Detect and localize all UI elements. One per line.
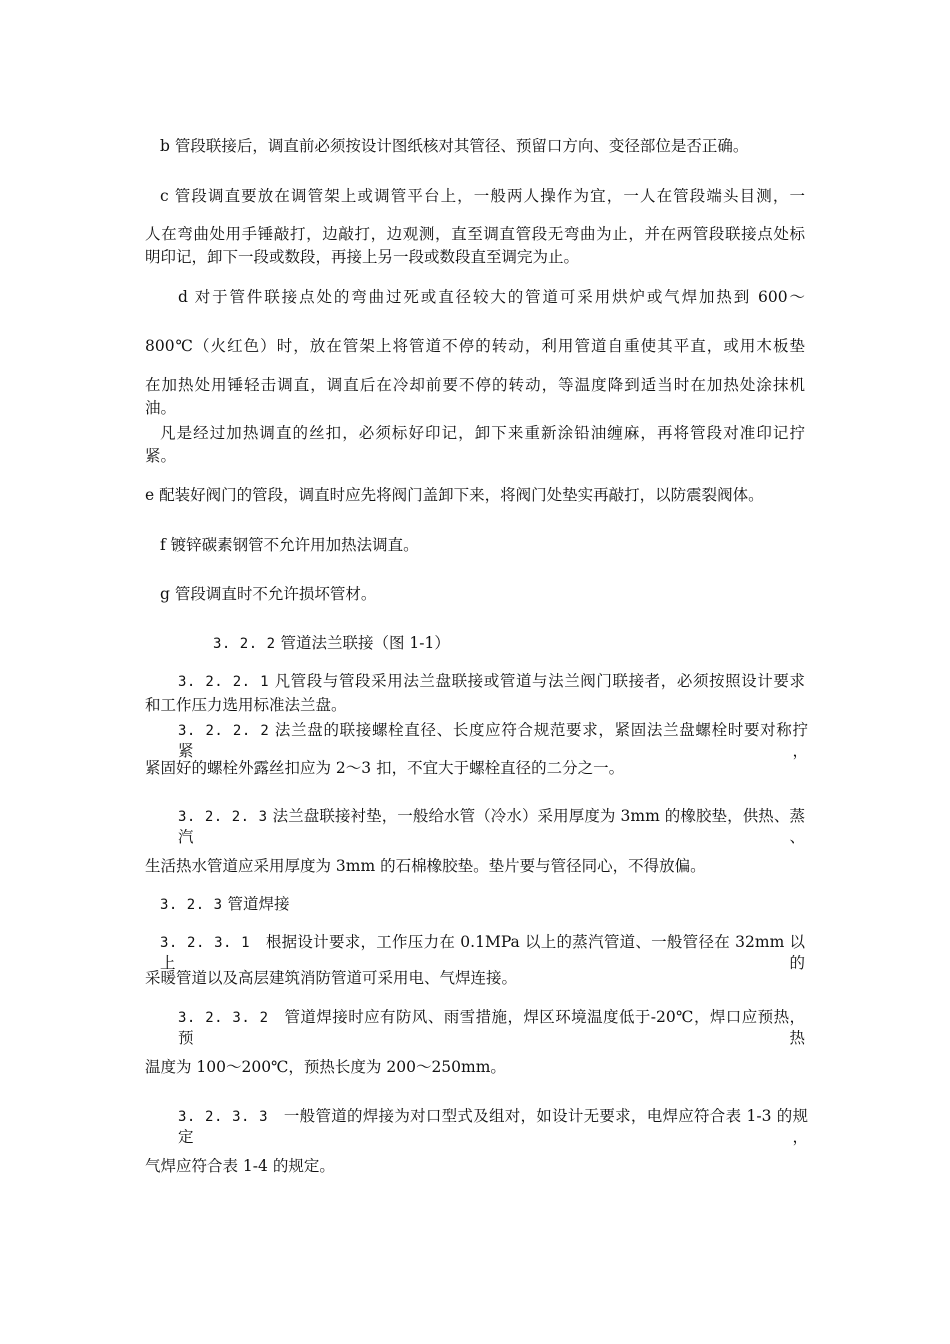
section-number: 3. 2. 2. 2 (178, 723, 270, 739)
paragraph-d-line-4: 油。 (145, 399, 177, 417)
paragraph-c-line-1: c 管段调直要放在调管架上或调管平台上，一般两人操作为宜，一人在管段端头目测，一 (160, 187, 805, 205)
paragraph-3-2-3-2-line-1 (178, 1007, 805, 1048)
paragraph-text: 法兰盘联接衬垫，一般给水管（冷水）采用厚度为 3mm 的橡胶垫，供热、蒸汽、 (178, 807, 805, 846)
paragraph-text: 法兰盘的联接螺栓直径、长度应符合规范要求，紧固法兰盘螺栓时要对称拧紧， (178, 721, 808, 760)
heading-3-2-3 (160, 894, 289, 915)
section-number: 3. 2. 3. 1 (160, 935, 251, 951)
paragraph-text: 管道焊接时应有防风、雨雪措施，焊区环境温度低于-20℃，焊口应预热，预热 (178, 1008, 805, 1047)
paragraph-3-2-3-1-line-1 (160, 932, 805, 973)
paragraph-3-2-2-1-line-2: 和工作压力选用标准法兰盘。 (145, 696, 347, 714)
paragraph-3-2-3-3-line-2: 气焊应符合表 1-4 的规定。 (145, 1157, 335, 1175)
paragraph-d-line-2: 800℃（火红色）时，放在管架上将管道不停的转动，利用管道自重使其平直，或用木板垫 (145, 337, 805, 355)
paragraph-3-2-2-3-line-1 (178, 806, 805, 847)
section-number: 3. 2. 3. 3 (178, 1109, 269, 1125)
paragraph-3-2-3-2-line-2: 温度为 100～200℃，预热长度为 200～250mm。 (145, 1058, 506, 1076)
heading-3-2-2 (213, 633, 450, 654)
paragraph-heating-line-1: 凡是经过加热调直的丝扣，必须标好印记，卸下来重新涂铅油缠麻，再将管段对准印记拧 (160, 424, 805, 442)
heading-text: 管道法兰联接（图 1-1） (280, 634, 450, 652)
heading-text: 管道焊接 (227, 895, 290, 913)
paragraph-f: f 镀锌碳素钢管不允许用加热法调直。 (160, 536, 419, 554)
paragraph-3-2-3-1-line-2: 采暖管道以及高层建筑消防管道可采用电、气焊连接。 (145, 969, 518, 987)
paragraph-c-line-3: 明印记，卸下一段或数段，再接上另一段或数段直至调完为止。 (145, 248, 580, 266)
paragraph-3-2-2-2-line-1 (178, 720, 808, 761)
paragraph-3-2-2-1-line-1 (178, 671, 805, 692)
paragraph-text: 根据设计要求，工作压力在 0.1MPa 以上的蒸汽管道、一般管径在 32mm 以上的 (160, 933, 806, 972)
paragraph-d-line-3: 在加热处用锤轻击调直，调直后在冷却前要不停的转动，等温度降到适当时在加热处涂抹机 (145, 376, 805, 394)
section-number: 3. 2. 3. 2 (178, 1010, 269, 1026)
paragraph-b: b 管段联接后，调直前必须按设计图纸核对其管径、预留口方向、变径部位是否正确。 (160, 137, 749, 155)
section-number: 3. 2. 2. 3 (178, 809, 268, 825)
paragraph-3-2-2-3-line-2: 生活热水管道应采用厚度为 3mm 的石棉橡胶垫。垫片要与管径同心，不得放偏。 (145, 857, 706, 875)
paragraph-e: e 配装好阀门的管段，调直时应先将阀门盖卸下来，将阀门处垫实再敲打，以防震裂阀体。 (145, 486, 764, 504)
paragraph-d-line-1: d 对于管件联接点处的弯曲过死或直径较大的管道可采用烘炉或气焊加热到 600～ (178, 288, 805, 306)
paragraph-heating-line-2: 紧。 (145, 447, 177, 465)
paragraph-text: 一般管道的焊接为对口型式及组对，如设计无要求，电焊应符合表 1-3 的规定， (178, 1107, 808, 1146)
paragraph-g: g 管段调直时不允许损坏管材。 (160, 585, 377, 603)
paragraph-3-2-3-3-line-1 (178, 1106, 808, 1147)
paragraph-text: 凡管段与管段采用法兰盘联接或管道与法兰阀门联接者，必须按照设计要求 (274, 672, 805, 690)
paragraph-3-2-2-2-line-2: 紧固好的螺栓外露丝扣应为 2～3 扣，不宜大于螺栓直径的二分之一。 (145, 759, 625, 777)
paragraph-c-line-2: 人在弯曲处用手锤敲打，边敲打，边观测，直至调直管段无弯曲为止，并在两管段联接点处标 (145, 225, 805, 243)
section-number: 3. 2. 3 (160, 897, 223, 913)
section-number: 3. 2. 2. 1 (178, 674, 270, 690)
section-number: 3. 2. 2 (213, 636, 276, 652)
